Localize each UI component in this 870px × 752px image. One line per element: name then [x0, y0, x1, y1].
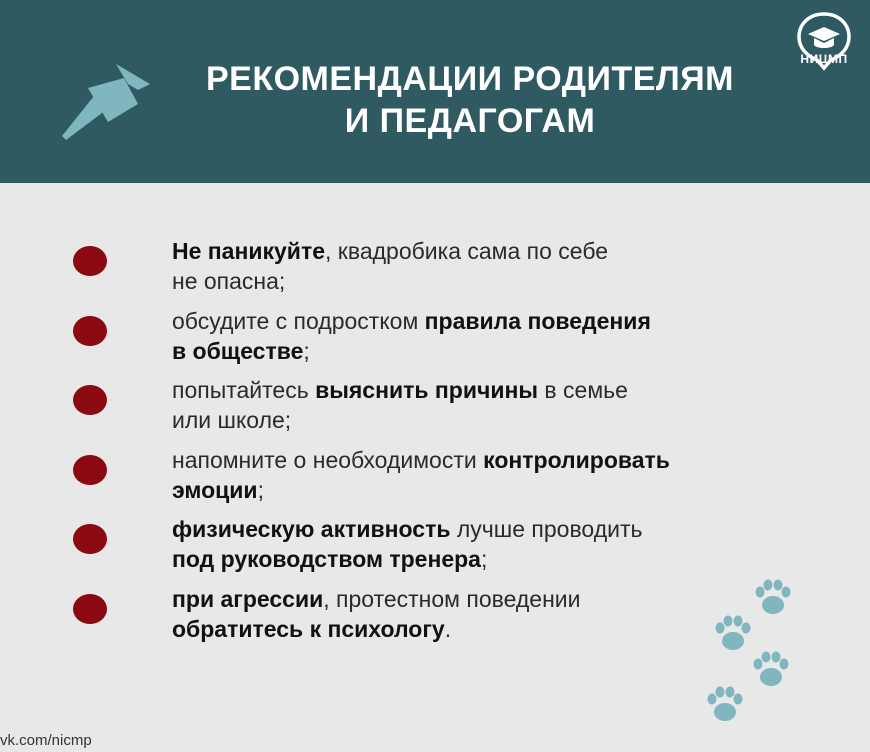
recommendation-line [172, 544, 812, 574]
emphasis-text: эмоции [172, 477, 258, 503]
recommendation-line [172, 336, 812, 366]
recommendation-line [172, 266, 812, 296]
paw-print-icon [712, 614, 754, 654]
recommendation-text [172, 445, 812, 505]
plain-text: лучше проводить [450, 516, 643, 542]
plain-text: . [444, 616, 452, 642]
bullet-dot [73, 524, 107, 554]
plain-text: напомните о необходимости [172, 447, 484, 473]
recommendation-line [172, 514, 812, 544]
bullet-dot [73, 455, 107, 485]
recommendation-line [172, 445, 812, 475]
recommendation-text [172, 375, 812, 435]
pushpin-icon [58, 58, 158, 143]
emphasis-text: Не паникуйте [172, 238, 326, 264]
plain-text: , протестном поведении [323, 586, 581, 612]
recommendation-line [172, 306, 812, 336]
header-banner [0, 0, 870, 183]
recommendation-line [172, 475, 812, 505]
emphasis-text: выяснить причины [315, 377, 539, 403]
plain-text: , квадробика сама по себе [325, 238, 609, 264]
emphasis-text: контролировать [483, 447, 670, 473]
emphasis-text: обратитесь к психологу [172, 616, 445, 642]
recommendation-line [172, 584, 812, 614]
plain-text: ; [480, 546, 488, 572]
emphasis-text: в обществе [172, 338, 304, 364]
page-title [150, 58, 790, 142]
plain-text: попытайтесь [172, 377, 316, 403]
emphasis-text: при агрессии [172, 586, 324, 612]
plain-text: ; [303, 338, 310, 364]
title-line-1: РЕКОМЕНДАЦИИ РОДИТЕЛЯМ [206, 60, 734, 98]
recommendation-line [172, 236, 812, 266]
emphasis-text: физическую активность [172, 516, 451, 542]
bullet-dot [73, 246, 107, 276]
bullet-dot [73, 316, 107, 346]
bullet-dot [73, 594, 107, 624]
title-line-2: И ПЕДАГОГАМ [344, 102, 596, 140]
source-link: vk.com/nicmp [0, 732, 92, 749]
plain-text: ; [257, 477, 264, 503]
bullet-dot [73, 385, 107, 415]
plain-text: обсудите с подростком [172, 308, 425, 334]
paw-print-icon [704, 685, 746, 725]
emphasis-text: под руководством тренера [172, 546, 481, 572]
plain-text: не опасна; [172, 268, 286, 294]
recommendation-text [172, 236, 812, 296]
plain-text: в семье [538, 377, 628, 403]
emphasis-text: правила поведения [424, 308, 651, 334]
recommendation-line [172, 375, 812, 405]
recommendation-text [172, 306, 812, 366]
plain-text: или школе; [172, 407, 292, 433]
recommendation-line [172, 405, 812, 435]
logo-label: НИЦМП [800, 52, 848, 66]
paw-print-icon [752, 578, 794, 618]
recommendation-text [172, 514, 812, 574]
paw-print-icon [750, 650, 792, 690]
